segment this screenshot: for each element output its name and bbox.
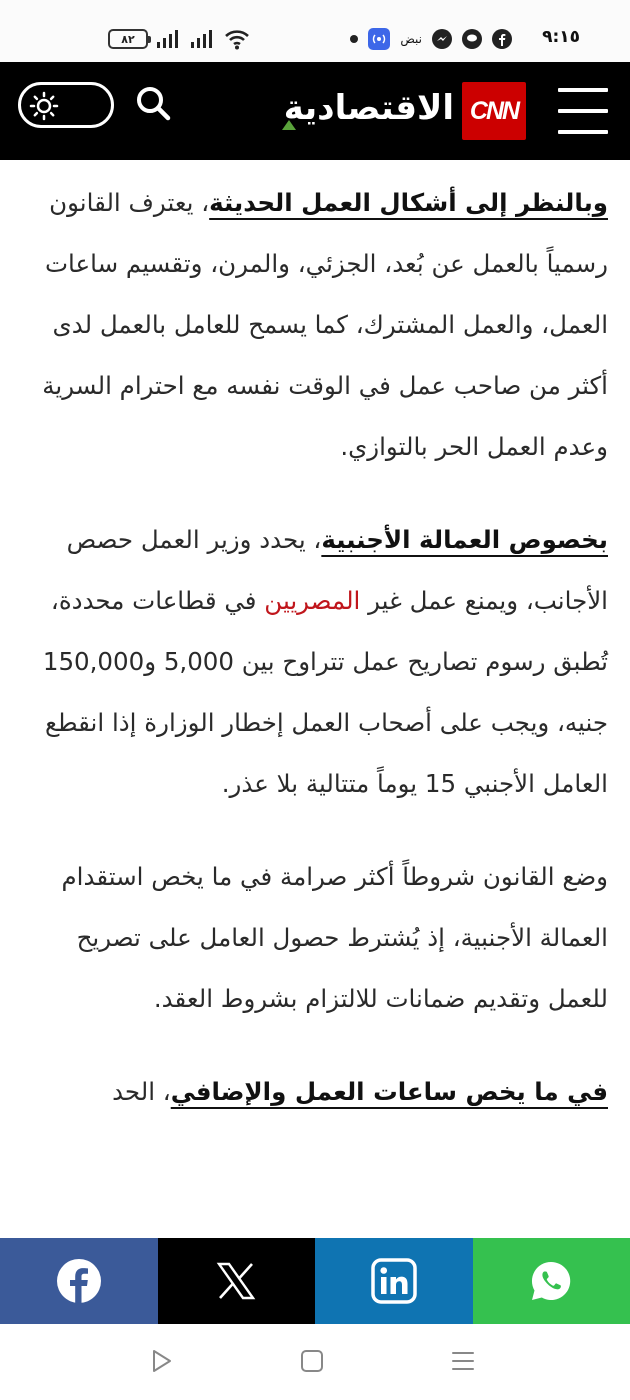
paragraph-lead-link[interactable]: في ما يخص ساعات العمل والإضافي [170, 1077, 608, 1106]
system-nav-bar [0, 1324, 630, 1400]
paragraph-text: في قطاعات محددة، تُطبق رسوم تصاريح عمل تتراوح بين 5,000 و150,000 جنيه، ويجب على أصحاب العمل إخطار الوزارة إذا انقطع العامل الأجنبي 15 يوماً متتالية بلا عذر. [42, 586, 608, 798]
cnn-logo-text: CNN [469, 96, 519, 125]
facebook-icon [56, 1258, 102, 1304]
linkedin-icon [371, 1258, 417, 1304]
wifi-icon [224, 28, 250, 50]
cnn-logo[interactable] [462, 82, 526, 140]
battery-icon [108, 29, 148, 49]
system-icons [108, 26, 250, 52]
notification-icons [350, 26, 512, 52]
signal-icon [156, 29, 182, 49]
paragraph-lead-link[interactable]: بخصوص العمالة الأجنبية [321, 525, 608, 554]
paragraph-text: ، الحد [112, 1077, 171, 1106]
signal-icon [190, 29, 216, 49]
share-x-button[interactable] [158, 1238, 316, 1324]
paragraph [20, 172, 608, 477]
nabd-icon [368, 28, 390, 50]
brand-name[interactable]: الاقتصادية [283, 88, 454, 128]
status-bar [0, 0, 630, 62]
inline-link[interactable]: المصريين [264, 586, 361, 615]
home-icon[interactable] [297, 1346, 327, 1376]
chat-icon [462, 29, 482, 49]
messenger-icon [432, 29, 452, 49]
share-linkedin-button[interactable] [315, 1238, 473, 1324]
sun-icon [29, 91, 59, 121]
recents-icon[interactable] [448, 1346, 478, 1376]
search-icon[interactable] [134, 84, 174, 124]
theme-toggle[interactable] [18, 82, 114, 128]
site-header [0, 62, 630, 160]
battery-level: ٨٢ [121, 32, 135, 46]
paragraph-text: ، يعترف القانون رسمياً بالعمل عن بُعد، الجزئي، والمرن، وتقسيم ساعات العمل، والعمل المشترك، كما يسمح للعامل بالعمل لدى أكثر من صاحب عمل في الوقت نفسه مع احترام السرية وعدم العمل الحر بالتوازي. [42, 188, 608, 461]
share-whatsapp-button[interactable] [473, 1238, 630, 1324]
brand-accent-icon [282, 120, 296, 130]
paragraph-text: وضع القانون شروطاً أكثر صرامة في ما يخص استقدام العمالة الأجنبية، إذ يُشترط حصول العامل على تصريح للعمل وتقديم ضمانات للالتزام بشروط العقد. [61, 862, 608, 1013]
paragraph [20, 509, 608, 814]
back-icon[interactable] [146, 1346, 176, 1376]
paragraph [20, 1061, 608, 1122]
whatsapp-icon [529, 1259, 573, 1303]
status-time: ٩:١٥ [542, 27, 580, 47]
facebook-icon [492, 29, 512, 49]
x-icon [216, 1261, 256, 1301]
article-body [0, 160, 630, 1238]
paragraph-lead-link[interactable]: وبالنظر إلى أشكال العمل الحديثة [209, 188, 608, 217]
menu-icon[interactable] [558, 88, 608, 134]
nabd-label: نبض [400, 32, 422, 46]
paragraph-text: ، يحدد وزير العمل حصص الأجانب، ويمنع عمل غير [66, 525, 608, 615]
share-bar [0, 1238, 630, 1324]
share-facebook-button[interactable] [0, 1238, 158, 1324]
paragraph [20, 846, 608, 1029]
dot-icon [350, 35, 358, 43]
